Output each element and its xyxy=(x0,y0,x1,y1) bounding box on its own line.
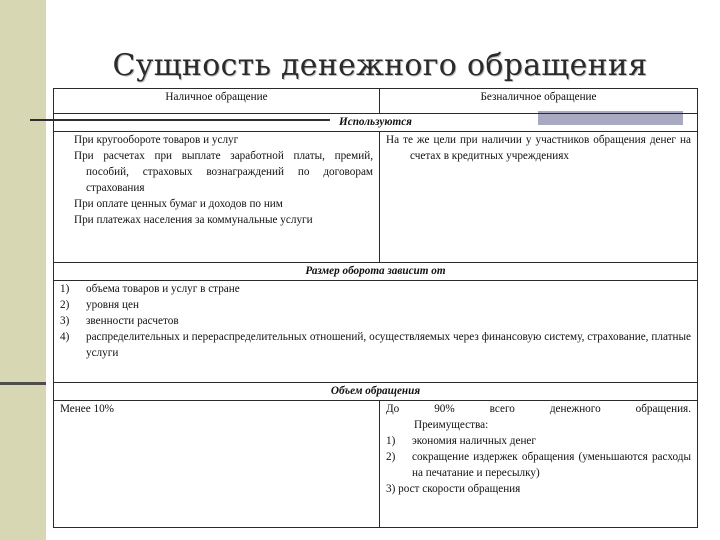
used-row xyxy=(54,131,698,262)
slide-title: Сущность денежного обращения xyxy=(112,48,648,83)
used-cash-item: При кругообороте товаров и услуг xyxy=(74,133,239,146)
header-cash: Наличное обращение xyxy=(54,89,380,114)
volume-cash-cell: Менее 10% xyxy=(54,401,380,528)
advantages-label: Преимущества: xyxy=(414,419,489,432)
section-used-label: Используются xyxy=(54,113,698,131)
section-turnover-label: Размер оборота зависит от xyxy=(54,262,698,280)
factors-cell xyxy=(54,280,698,382)
used-cash-cell xyxy=(54,131,380,262)
list-item: 4) распределительных и перераспределительных отношений, осуществляемых через финансовую систему, страхование, платные услуги xyxy=(60,330,691,359)
volume-cashless-cell xyxy=(380,401,698,528)
advantage-three: 3) рост скорости обращения xyxy=(386,483,521,496)
used-cashless-text: На те же цели при наличии у участников обращения денег на счетах в кредитных учреждениях xyxy=(386,133,691,162)
section-row-used xyxy=(54,113,698,131)
side-decoration-bar xyxy=(0,0,46,540)
used-cash-item: При расчетах при выплате заработной платы, премий, пособий, страховых вознаграждений по договорам страхования xyxy=(74,149,373,194)
used-cash-item: При оплате ценных бумаг и доходов по ним xyxy=(74,197,283,210)
circulation-table xyxy=(53,88,698,528)
used-cashless-cell xyxy=(380,131,698,262)
list-item: 3) звенности расчетов xyxy=(60,314,179,327)
section-volume-label: Объем обращения xyxy=(54,383,698,401)
list-item: 1) объема товаров и услуг в стране xyxy=(60,282,240,295)
list-item: 1) экономия наличных денег xyxy=(386,435,536,448)
header-cashless: Безналичное обращение xyxy=(380,89,698,114)
header-row xyxy=(54,89,698,114)
side-decoration-line xyxy=(0,382,46,385)
list-item: 2) сокращение издержек обращения (уменьшаются расходы на печатание и пересылку) xyxy=(386,451,691,480)
advantages-list xyxy=(386,433,691,481)
list-item: 2) уровня цен xyxy=(60,298,139,311)
used-cash-item: При платежах населения за коммунальные услуги xyxy=(74,213,313,226)
volume-cashless-main: До 90% всего денежного обращения. xyxy=(386,403,691,416)
factors-row xyxy=(54,280,698,382)
section-row-turnover xyxy=(54,262,698,280)
section-row-volume xyxy=(54,383,698,401)
volume-row xyxy=(54,401,698,528)
factors-list xyxy=(60,281,691,361)
